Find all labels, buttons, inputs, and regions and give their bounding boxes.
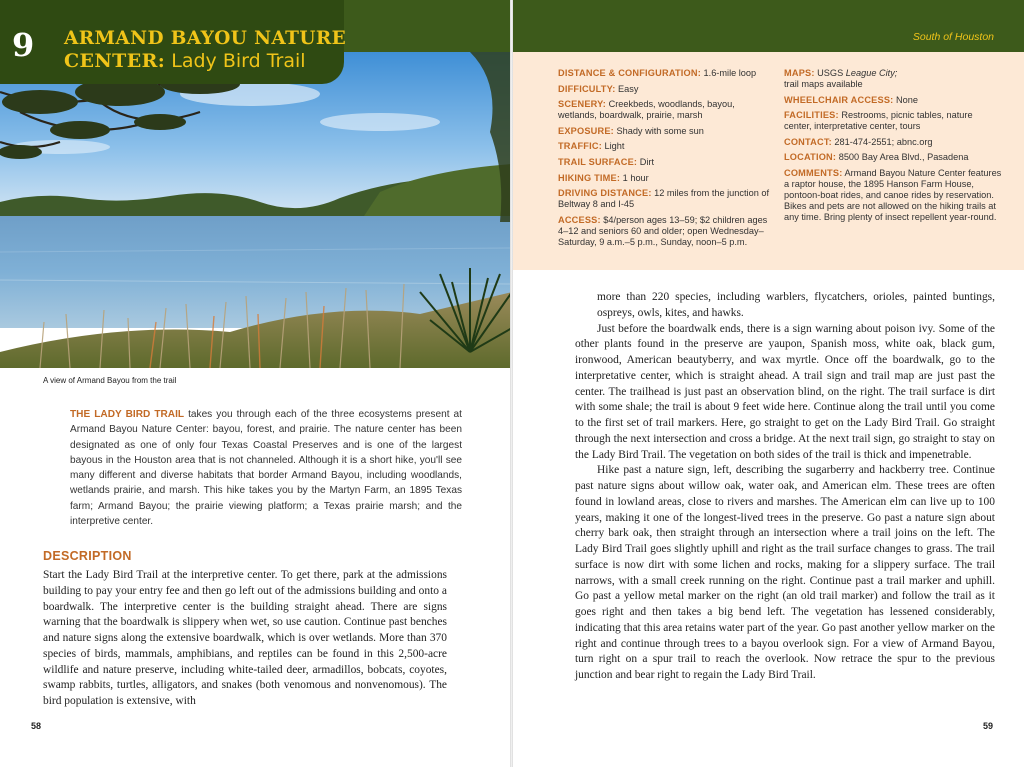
info-value: None [893, 94, 918, 105]
info-value: Dirt [637, 156, 655, 167]
info-label: FACILITIES: [784, 110, 839, 121]
maps-prefix: USGS [814, 68, 846, 78]
info-item [784, 152, 1002, 163]
info-value: 12 miles from the junction of Beltway 8 and I-45 [558, 188, 770, 210]
info-label: ACCESS: [558, 214, 601, 225]
info-item [784, 110, 1002, 132]
info-label: DIFFICULTY: [558, 83, 616, 94]
info-item-maps [784, 68, 1002, 90]
description-body [43, 568, 447, 710]
hike-title-box [0, 0, 347, 84]
info-value: 281-474-2551; abnc.org [831, 136, 933, 147]
description-body-continued [575, 290, 995, 684]
info-item [558, 141, 776, 152]
info-item [558, 126, 776, 137]
info-label: TRAFFIC: [558, 141, 602, 152]
page-number-left: 58 [31, 721, 42, 731]
description-heading: DESCRIPTION [43, 549, 132, 563]
info-value: 1 hour [620, 172, 649, 183]
info-value: Armand Bayou Nature Center features a raptor house, the 1895 Hanson Farm House, pontoon-boat rides, and canoe rides by reservation. Bikes and pets are not allowed on the hiking trails at any time. Bring plenty of insect repellent year-round. [784, 167, 1002, 222]
info-label: EXPOSURE: [558, 125, 614, 136]
info-column-1 [558, 68, 776, 252]
bayou-photo-illustration [0, 52, 512, 368]
info-item [558, 68, 776, 79]
trail-info-box [512, 52, 1024, 270]
page-number-right: 59 [982, 721, 993, 731]
info-label: DRIVING DISTANCE: [558, 188, 652, 199]
info-label: DISTANCE & CONFIGURATION: [558, 68, 701, 78]
body-paragraph: Just before the boardwalk ends, there is a sign warning about poison ivy. Some of the other plants found in the preserve are yaupon, Spanish moss, white oak, black gum, ironwood, American beautyberry, and wax myrtle. Once off the boardwalk, go to the interpretative center, which is straight ahead. A trail sign and trail map are just past the center. The trailhead is just past an observation blind, on the right. The trail surface is dirt with some shale; the trail is about 9 feet wide here. Continue along the trail until you come to the first set of trail markers. Here, go straight to get on the Lady Bird Trail. Go straight through the next intersection and cross a bridge. At the next trail sign, go straight to stay on the Lady Bird Trail. The vegetation on both sides of the trail is thick and impenetrable. [575, 322, 995, 461]
hike-title-line1: ARMAND BAYOU NATURE [64, 28, 347, 49]
hike-number: 9 [12, 26, 35, 64]
bayou-photo [0, 52, 512, 368]
info-label: CONTACT: [784, 136, 832, 147]
info-label: SCENERY: [558, 99, 607, 110]
hike-title-line2 [64, 50, 306, 72]
info-label: LOCATION: [784, 152, 837, 163]
hike-title-prefix: CENTER: [64, 50, 166, 72]
maps-suffix: trail maps available [784, 79, 863, 89]
info-label: WHEELCHAIR ACCESS: [784, 94, 894, 105]
intro-text: takes you through each of the three ecosystems present at Armand Bayou Nature Center: bayou, forest, and prairie. The nature center has been designated as one of only four Texas Coastal Preserves and is one of the largest bayous in the Houston area that is not channeled. Although it is a short hike, you'll see many different and diverse habitats that border Armand Bayou, including woodlands, wetlands prairie, and marsh. This hike takes you by the Martyn Farm, an 1895 Texas farm; Armand Bayou; the prairie viewing platform; a Texas prairie marsh; and the interpretive center. [70, 409, 462, 528]
info-item [558, 188, 776, 210]
info-item [558, 215, 776, 248]
info-value: Easy [615, 83, 639, 94]
info-value: 1.6-mile loop [700, 68, 757, 78]
info-value: Shady with some sun [613, 125, 704, 136]
right-page [512, 0, 1024, 767]
info-item [558, 84, 776, 95]
info-item [784, 137, 1002, 148]
info-label: COMMENTS: [784, 167, 843, 178]
info-item [558, 173, 776, 184]
info-label: MAPS: [784, 68, 815, 78]
info-value: Light [601, 141, 625, 152]
body-paragraph: more than 220 species, including warblers, flycatchers, orioles, painted buntings, ospreys, owls, kites, and hawks. [597, 291, 995, 319]
info-value: 8500 Bay Area Blvd., Pasadena [836, 152, 969, 163]
info-item [558, 157, 776, 168]
intro-lead: THE LADY BIRD TRAIL [70, 409, 185, 420]
book-gutter [510, 0, 513, 767]
info-value: Creekbeds, woodlands, bayou, wetlands, boardwalk, prairie, marsh [558, 99, 735, 121]
body-paragraph: Hike past a nature sign, left, describing the sugarberry and hackberry tree. Continue past nature signs about willow oak, water oak, and American elm. These trees are often found in lowland areas, close to rivers and marshes. The American elm can live up to 100 years, making it one of the longest-lived trees in the preserve. Go past a nature sign about cherry bark oak, then straight through an intersection where a trail joins on the left. The Lady Bird Trail goes slightly uphill and right as the trail surface changes to grass. The trail surface is now dirt with some lichen and rocks, making for a slippery surface. The trail narrows, with a small creek running on the right. Continue past a trail marker and uphill. Go past a yellow metal marker on the right (an old trail marker) and follow the trail as it goes right and then takes a big bend left. The vegetation has lessened considerably, indicating that this area retains water part of the year. Go past another yellow marker on the right and continue through trees to a bayou overlook sign. For a view of Armand Bayou, turn right on a spur trail to reach the overlook. Now retrace the spur to the previous junction and bear right to regain the Lady Bird Trail. [575, 464, 995, 681]
description-paragraph: Start the Lady Bird Trail at the interpretive center. To get there, park at the admissions building to pay your entry fee and then go left out of the admissions building and onto a boardwalk. The interpretive center is the building straight ahead. There are signs warning that the boardwalk is slippery when wet, so use caution. Continue past benches and nature signs along the extensive boardwalk, which is over wetlands. More than 370 species of birds, mammals, amphibians, and reptiles can be found in this 2,500-acre wildlife and nature preserve, including white-tailed deer, armadillos, bobcats, coyotes, swamp rabbits, turtles, alligators, and snakes (both venomous and nonvenomous). The bird population is extensive, with [43, 569, 447, 707]
info-label: HIKING TIME: [558, 172, 621, 183]
hike-title-suffix: Lady Bird Trail [165, 50, 306, 72]
info-item [784, 168, 1002, 223]
region-label: South of Houston [912, 31, 994, 43]
info-value: Restrooms, picnic tables, nature center, interpretative center, tours [784, 110, 973, 132]
info-value: $4/person ages 13–59; $2 children ages 4–12 and seniors 60 and older; open Wednesday–Saturday, 9 a.m.–5 p.m., Sunday, noon–5 p.m. [558, 214, 768, 247]
photo-caption: A view of Armand Bayou from the trail [43, 376, 177, 385]
info-item [558, 99, 776, 121]
info-item [784, 95, 1002, 106]
info-column-2 [784, 68, 1002, 228]
maps-quad-name: League City; [845, 68, 898, 78]
intro-paragraph [70, 407, 462, 529]
header-band-right [512, 0, 1024, 52]
info-label: TRAIL SURFACE: [558, 156, 638, 167]
